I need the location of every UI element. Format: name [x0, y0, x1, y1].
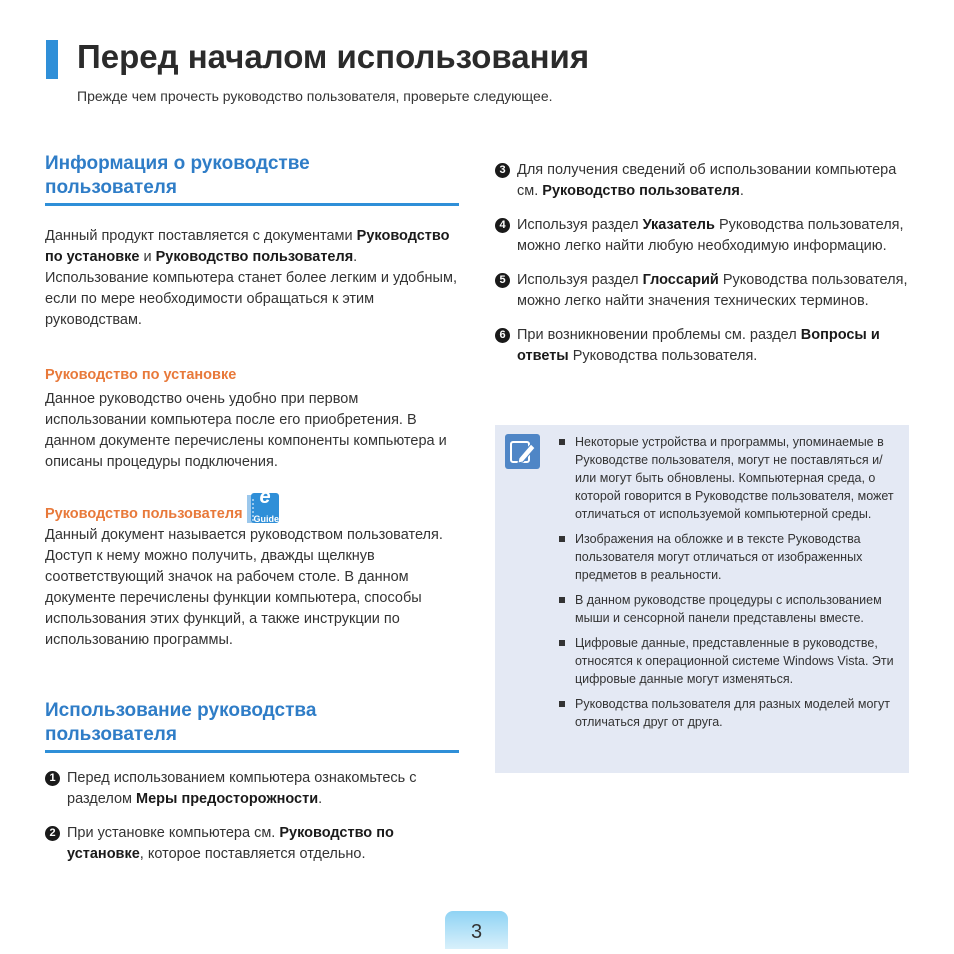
bold-text: Меры предосторожности [136, 791, 319, 807]
text: , которое поставляется отдельно. [139, 846, 366, 862]
list-item [495, 160, 909, 202]
text: Используя раздел [517, 272, 643, 288]
bold-text: Вопросы и ответы [517, 327, 880, 364]
note-list [557, 433, 897, 738]
section-heading-line1: Информация о руководстве [45, 153, 310, 174]
text: Данный продукт поставляется с документами [45, 228, 353, 244]
number-badge: 4 [495, 218, 510, 233]
number-badge: 6 [495, 328, 510, 343]
text: Используя раздел [517, 217, 643, 233]
left-column [45, 152, 459, 865]
text: . [318, 791, 323, 807]
note-item: Некоторые устройства и программы, упоминаемые в Руководстве пользователя, могут не поставляться и/или могут быть обновлены. Компьютерная среда, о которой говорится в Руководстве пользователя, может отличаться от используемой компьютерной среды. [557, 433, 897, 523]
page-subtitle: Прежде чем прочесть руководство пользователя, проверьте следующее. [77, 88, 553, 104]
e-guide-icon-letter: e [259, 486, 271, 508]
list-item [495, 325, 909, 367]
title-accent-bar [46, 40, 58, 79]
text: При возникновении проблемы см. раздел [517, 327, 801, 343]
text: Руководства пользователя, можно легко найти любую необходимую информацию. [517, 217, 904, 254]
note-item: Изображения на обложке и в тексте Руководства пользователя могут отличаться от изображенных предметов в реальности. [557, 530, 897, 584]
bold-text: Указатель [642, 217, 715, 233]
bold-text: Руководство пользователя [542, 183, 740, 199]
page-title: Перед началом использования [77, 38, 590, 75]
text: и [139, 249, 156, 265]
bold-text: Глоссарий [642, 272, 719, 288]
section-heading-line2: пользователя [45, 724, 177, 745]
number-badge: 1 [45, 771, 60, 786]
note-item: Руководства пользователя для разных моделей могут отличаться друг от друга. [557, 695, 897, 731]
guide-info-paragraph [45, 226, 459, 331]
list-item [495, 215, 909, 257]
right-column [495, 160, 909, 367]
text: При установке компьютера см. [67, 825, 280, 841]
section-heading-line1: Использование руководства [45, 700, 317, 721]
bold-user-guide: Руководство пользователя [155, 249, 354, 265]
bold-text: Руководство по установке [67, 825, 394, 862]
note-item: В данном руководстве процедуры с использованием мыши и сенсорной панели представлены вместе. [557, 591, 897, 627]
note-item: Цифровые данные, представленные в руководстве, относятся к операционной системе Windows Vista. Эти цифровые данные могут изменяться. [557, 634, 897, 688]
guide-info-paragraph-2: Использование компьютера станет более легким и удобным, если по мере необходимости обращаться к этим руководствам. [45, 270, 457, 328]
user-guide-heading [45, 486, 459, 525]
list-item [45, 823, 459, 865]
number-badge: 2 [45, 826, 60, 841]
bold-install-guide: Руководство по установке [45, 228, 450, 265]
text: . [353, 249, 358, 265]
user-guide-text: Данный документ называется руководством пользователя. Доступ к нему можно получить, дважды щелкнув соответствующий значок на рабочем столе. В данном документе перечислены функции компьютера, способы использования этих функций, а также инструкции по использованию программы. [45, 527, 443, 648]
section-heading-line2: пользователя [45, 177, 177, 198]
section-heading-guide-info [45, 152, 459, 206]
section-heading-using-guide [45, 699, 459, 753]
number-badge: 5 [495, 273, 510, 288]
e-guide-icon [247, 486, 281, 525]
pencil-note-icon [505, 434, 540, 469]
install-guide-heading: Руководство по установке [45, 367, 237, 383]
e-guide-icon-label: Guide [253, 514, 280, 524]
text: Руководства пользователя, можно легко найти значения технических терминов. [517, 272, 908, 309]
install-guide-text: Данное руководство очень удобно при первом использовании компьютера после его приобретения. В данном документе перечислены компоненты компьютера и описаны процедуры подключения. [45, 391, 447, 470]
text: Перед использованием компьютера ознакомьтесь с разделом [67, 770, 417, 807]
user-guide-heading-text: Руководство пользователя [45, 506, 243, 522]
text: . [739, 183, 744, 199]
number-badge: 3 [495, 163, 510, 178]
list-item [45, 768, 459, 810]
text: Руководства пользователя. [568, 348, 758, 364]
note-box [495, 425, 909, 773]
page-number: 3 [445, 911, 508, 949]
text: Для получения сведений об использовании компьютера см. [517, 162, 897, 199]
list-item [495, 270, 909, 312]
